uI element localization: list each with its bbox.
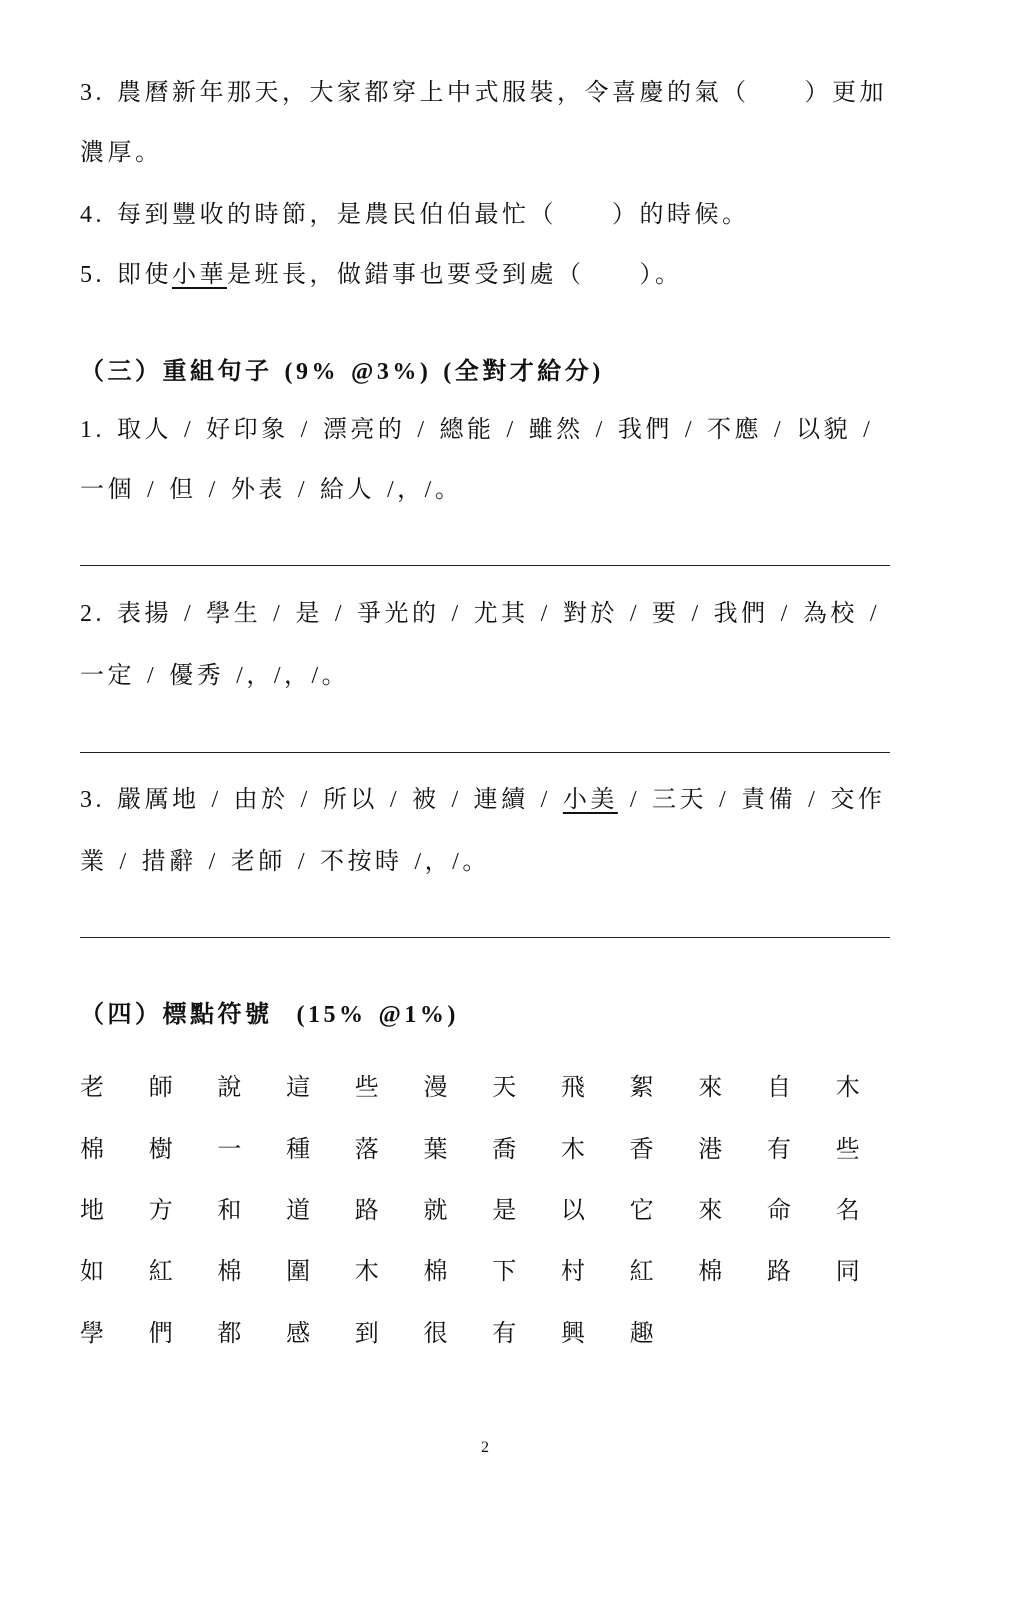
fill-in-question-5-text-after: 是班長，做錯事也要受到處（ ）。: [227, 262, 683, 288]
reorder-question-2-line-1: 2. 表揚 / 學生 / 是 / 爭光的 / 尤其 / 對於 / 要 / 我們 / 為校 /: [80, 601, 881, 627]
reorder-question-1-line-1: 1. 取人 / 好印象 / 漂亮的 / 總能 / 雖然 / 我們 / 不應 / 以貌 /: [80, 417, 874, 443]
passage-row-4: 如紅棉圍木棉下村紅棉路同: [80, 1259, 905, 1285]
fill-in-question-5: [80, 255, 683, 295]
answer-line-2: [80, 752, 890, 753]
reorder-question-1-line-2: 一個 / 但 / 外表 / 給人 /，/。: [80, 477, 463, 503]
reorder-question-3-line-1: [80, 780, 885, 820]
answer-line-3: [80, 937, 890, 938]
answer-line-1: [80, 565, 890, 566]
fill-in-question-3-line-1: 3. 農曆新年那天，大家都穿上中式服裝，令喜慶的氣（ ）更加: [80, 80, 887, 106]
reorder-question-3-text-after: / 三天 / 責備 / 交作: [617, 787, 886, 813]
section-reorder-heading: （三）重組句子 (9% @3%) (全對才給分): [80, 359, 604, 385]
page-number: 2: [481, 1439, 489, 1456]
underlined-proper-noun: 小華: [172, 262, 227, 288]
passage-row-3: 地方和道路就是以它來命名: [80, 1198, 905, 1224]
fill-in-question-3-line-2: 濃厚。: [80, 140, 163, 166]
passage-row-5: 學們都感到很有興趣: [80, 1321, 699, 1347]
underlined-proper-noun: 小美: [562, 787, 618, 813]
passage-row-2: 棉樹一種落葉喬木香港有些: [80, 1137, 905, 1163]
passage-row-1: 老師說這些漫天飛絮來自木: [80, 1075, 905, 1101]
reorder-question-3-text-before: 3. 嚴厲地 / 由於 / 所以 / 被 / 連續 /: [80, 787, 563, 813]
reorder-question-2-line-2: 一定 / 優秀 /，/，/。: [80, 663, 350, 689]
fill-in-question-5-text-before: 5. 即使: [80, 262, 172, 288]
section-punctuation-heading: （四）標點符號 (15% @1%): [80, 1002, 459, 1028]
fill-in-question-4: 4. 每到豐收的時節，是農民伯伯最忙（ ）的時候。: [80, 202, 750, 228]
reorder-question-3-line-2: 業 / 措辭 / 老師 / 不按時 /，/。: [80, 849, 490, 875]
